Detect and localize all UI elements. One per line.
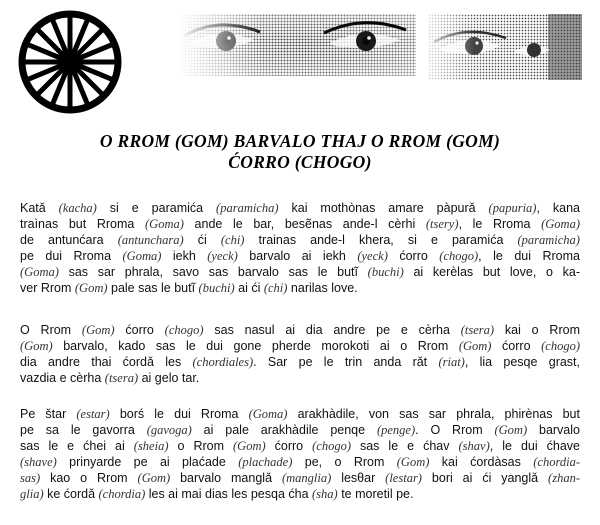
text-line bbox=[20, 354, 580, 370]
phonetic-gloss: (riat) bbox=[438, 355, 465, 369]
text-line bbox=[20, 280, 580, 296]
romani-text: , le dui Rroma bbox=[478, 249, 580, 263]
phonetic-gloss: (Gom) bbox=[20, 339, 53, 353]
romani-text: . Sar pe le trin anda rǎt bbox=[253, 355, 439, 369]
phonetic-gloss: (zhan- bbox=[548, 471, 580, 485]
romani-text: ke ćordǎ bbox=[43, 487, 99, 501]
text-line bbox=[20, 454, 580, 470]
text-line bbox=[20, 322, 580, 338]
paragraph-1 bbox=[20, 200, 580, 296]
romani-text: o Rrom bbox=[168, 439, 233, 453]
phonetic-gloss: (Gom) bbox=[74, 281, 108, 295]
romani-text: narilas love. bbox=[287, 281, 358, 295]
romani-text: dia andre thai ćordǎ les bbox=[20, 355, 193, 369]
phonetic-gloss: (paramicha) bbox=[216, 201, 279, 215]
romani-text: sas sar phrala, savo sas barvalo sas le butĩ bbox=[58, 265, 368, 279]
phonetic-gloss: (lestar) bbox=[385, 471, 422, 485]
romani-text: . O Rrom bbox=[415, 423, 495, 437]
phonetic-gloss: (papuria) bbox=[488, 201, 537, 215]
romani-text: barvalo, kado sas le dui gone pherde morokoti ai o Rrom bbox=[52, 339, 459, 353]
romani-text: O Rrom bbox=[20, 323, 82, 337]
romani-text: sas le e ćhei ai bbox=[20, 439, 134, 453]
phonetic-gloss: (Gom) bbox=[396, 455, 430, 469]
wheel-hub bbox=[60, 52, 80, 72]
text-line bbox=[20, 264, 580, 280]
romani-text: Pe štar bbox=[20, 407, 77, 421]
text-line bbox=[20, 370, 580, 386]
phonetic-gloss: (Gom) bbox=[137, 471, 171, 485]
phonetic-gloss: (shav) bbox=[458, 439, 490, 453]
romani-text: pe dui Rroma bbox=[20, 249, 123, 263]
romani-text: kai mothònas amare pàpurǎ bbox=[278, 201, 489, 215]
phonetic-gloss: (chi) bbox=[263, 281, 288, 295]
romani-text: ći bbox=[183, 233, 221, 247]
phonetic-gloss: (shave) bbox=[20, 455, 57, 469]
romani-text: kao o Rrom bbox=[40, 471, 138, 485]
romani-text: kai o Rrom bbox=[494, 323, 580, 337]
romani-text: prinyarde pe ai plaćade bbox=[56, 455, 239, 469]
phonetic-gloss: (Gom) bbox=[233, 439, 266, 453]
romani-text: borś le dui Rroma bbox=[109, 407, 249, 421]
phonetic-gloss: (tsera) bbox=[104, 371, 139, 385]
phonetic-gloss: (chogo) bbox=[439, 249, 479, 263]
phonetic-gloss: (buchi) bbox=[367, 265, 404, 279]
phonetic-gloss: (Goma) bbox=[145, 217, 184, 231]
text-line bbox=[20, 216, 580, 232]
text-line bbox=[20, 200, 580, 216]
phonetic-gloss: (antunchara) bbox=[117, 233, 184, 247]
romani-text: sas nasul ai dia andre pe e cèrha bbox=[203, 323, 461, 337]
romani-text: te moretil pe. bbox=[337, 487, 414, 501]
phonetic-gloss: (sheia) bbox=[133, 439, 169, 453]
romani-text: bori ai ći yanglǎ bbox=[421, 471, 549, 485]
phonetic-gloss: (penge) bbox=[376, 423, 416, 437]
phonetic-gloss: (chordiales) bbox=[192, 355, 254, 369]
phonetic-gloss: (kacha) bbox=[58, 201, 97, 215]
phonetic-gloss: sas) bbox=[20, 471, 41, 485]
phonetic-gloss: (Goma) bbox=[122, 249, 162, 263]
romani-text: Katǎ bbox=[20, 201, 59, 215]
romani-text: pale sas le butĩ bbox=[107, 281, 199, 295]
phonetic-gloss: (Gom) bbox=[81, 323, 115, 337]
romani-text: ande le bar, besẽnas ande-l cèrhi bbox=[183, 217, 426, 231]
romani-text: lesθar bbox=[331, 471, 386, 485]
romani-text: ai pale arakhàdile penqe bbox=[191, 423, 377, 437]
romani-text: barvalo manglǎ bbox=[170, 471, 282, 485]
romani-text: trainas ande-l khera, si e paramića bbox=[244, 233, 518, 247]
eyes-photo-left bbox=[178, 14, 416, 76]
phonetic-gloss: (yeck) bbox=[357, 249, 388, 263]
romani-text: arakhàdile, von sas sar phrala, phirènas but bbox=[287, 407, 580, 421]
phonetic-gloss: (chordia) bbox=[98, 487, 146, 501]
phonetic-gloss: (chogo) bbox=[541, 339, 580, 353]
text-line bbox=[20, 338, 580, 354]
romani-text: barvalo ai iekh bbox=[237, 249, 358, 263]
romani-text: ver Rrom bbox=[20, 281, 75, 295]
phonetic-gloss: (manglia) bbox=[281, 471, 332, 485]
phonetic-gloss: (Goma) bbox=[248, 407, 288, 421]
phonetic-gloss: glia) bbox=[20, 487, 44, 501]
phonetic-gloss: (chi) bbox=[220, 233, 245, 247]
romani-text: , le Rroma bbox=[458, 217, 542, 231]
romani-text: ćorro bbox=[265, 439, 313, 453]
romani-text: pe, o Rrom bbox=[292, 455, 397, 469]
phonetic-gloss: (Goma) bbox=[20, 265, 59, 279]
phonetic-gloss: (estar) bbox=[76, 407, 110, 421]
romani-text: ai kerèlas but love, o ka- bbox=[403, 265, 580, 279]
text-line bbox=[20, 406, 580, 422]
romani-text: sas le e ćhav bbox=[350, 439, 459, 453]
phonetic-gloss: (sha) bbox=[312, 487, 338, 501]
romani-text: de antunćara bbox=[20, 233, 118, 247]
romani-text: , lia pesqe grast, bbox=[464, 355, 580, 369]
phonetic-gloss: (tsera) bbox=[460, 323, 495, 337]
phonetic-gloss: (Gom) bbox=[494, 423, 528, 437]
paragraph-3 bbox=[20, 406, 580, 502]
romani-text: kai ćordàsas bbox=[429, 455, 534, 469]
phonetic-gloss: (tsery) bbox=[425, 217, 459, 231]
header-art bbox=[0, 0, 600, 110]
paragraph-2 bbox=[20, 322, 580, 386]
phonetic-gloss: (chordia- bbox=[533, 455, 580, 469]
phonetic-gloss: (Gom) bbox=[458, 339, 492, 353]
text-line bbox=[20, 248, 580, 264]
romani-text: ai ći bbox=[234, 281, 264, 295]
text-line bbox=[20, 470, 580, 486]
romani-text: barvalo bbox=[527, 423, 580, 437]
romani-text: les ai mai dias les pesqa ćha bbox=[145, 487, 313, 501]
title-line-2: ĆORRO (CHOGO) bbox=[228, 152, 372, 172]
phonetic-gloss: (plachade) bbox=[238, 455, 293, 469]
phonetic-gloss: (yeck) bbox=[207, 249, 238, 263]
romani-text: pe sa le gavorra bbox=[20, 423, 147, 437]
text-line bbox=[20, 232, 580, 248]
phonetic-gloss: (paramicha) bbox=[517, 233, 580, 247]
phonetic-gloss: (chogo) bbox=[164, 323, 204, 337]
text-line bbox=[20, 422, 580, 438]
romani-text: ai gelo tar. bbox=[138, 371, 200, 385]
romani-text: ćorro bbox=[387, 249, 440, 263]
romani-text: si e paramića bbox=[96, 201, 217, 215]
romani-text: , le dui ćhave bbox=[489, 439, 580, 453]
roma-wheel-icon bbox=[18, 10, 122, 114]
eyes-photo-right bbox=[428, 14, 582, 80]
romani-text: vazdia e cèrha bbox=[20, 371, 105, 385]
phonetic-gloss: (chogo) bbox=[312, 439, 351, 453]
title-line-1: O RROM (GOM) BARVALO THAJ O RROM (GOM) bbox=[99, 131, 501, 151]
romani-text: traìnas but Rroma bbox=[20, 217, 146, 231]
text-line bbox=[20, 438, 580, 454]
phonetic-gloss: (buchi) bbox=[198, 281, 235, 295]
romani-text: , kana bbox=[536, 201, 581, 215]
romani-text: ćorro bbox=[491, 339, 542, 353]
romani-text: iekh bbox=[161, 249, 208, 263]
phonetic-gloss: (gavoga) bbox=[146, 423, 192, 437]
phonetic-gloss: (Goma) bbox=[541, 217, 580, 231]
text-line bbox=[20, 486, 580, 502]
romani-text: ćorro bbox=[114, 323, 165, 337]
